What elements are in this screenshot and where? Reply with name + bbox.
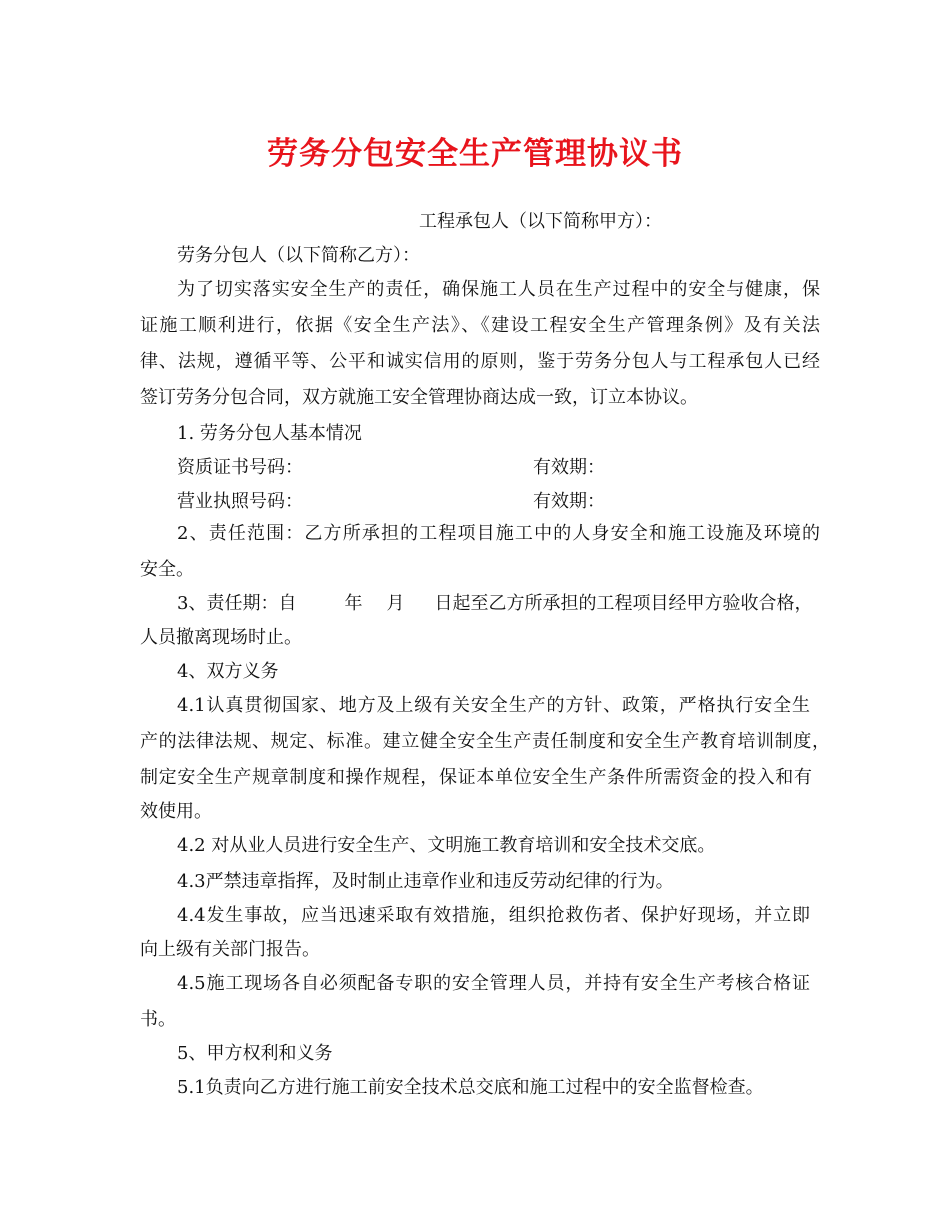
- section-4-1-line-2: 产的法律法规、规定、标准。建立健全安全生产责任制度和安全生产教育培训制度，: [140, 731, 830, 752]
- document-title: 劳务分包安全生产管理协议书: [267, 136, 683, 172]
- license-valid-label: 有效期：: [533, 491, 605, 512]
- section-4-1-line-4: 效使用。: [140, 801, 212, 822]
- intro-line-1: 为了切实落实安全生产的责任，确保施工人员在生产过程中的安全与健康，保: [177, 279, 820, 300]
- party-b-line: 劳务分包人（以下简称乙方）：: [177, 245, 420, 266]
- section-5-1: 5.1负责向乙方进行施工前安全技术总交底和施工过程中的安全监督检查。: [177, 1077, 764, 1098]
- qualification-cert-label: 资质证书号码：: [177, 457, 303, 478]
- section-4-2: 4.2 对从业人员进行安全生产、文明施工教育培训和安全技术交底。: [177, 835, 716, 856]
- section-4-1-line-1: 4.1认真贯彻国家、地方及上级有关安全生产的方针、政策，严格执行安全生: [177, 695, 810, 716]
- section-2-line-1: 2、责任范围：乙方所承担的工程项目施工中的人身安全和施工设施及环境的: [177, 523, 820, 544]
- section-3-line-2: 人员撤离现场时止。: [140, 627, 302, 648]
- section-4-4-line-1: 4.4发生事故，应当迅速采取有效措施，组织抢救伤者、保护好现场，并立即: [177, 905, 810, 926]
- section-4-5-line-1: 4.5施工现场各自必须配备专职的安全管理人员，并持有安全生产考核合格证: [177, 973, 810, 994]
- responsibility-period-suffix: 日起至乙方所承担的工程项目经甲方验收合格，: [434, 593, 813, 614]
- intro-line-4: 签订劳务分包合同，双方就施工安全管理协商达成一致，订立本协议。: [140, 387, 698, 408]
- month-label: 月: [386, 593, 405, 614]
- section-4-4-line-2: 向上级有关部门报告。: [140, 939, 320, 960]
- section-3-line-1: [177, 592, 857, 616]
- intro-line-2: 证施工顺利进行，依据《安全生产法》、《建设工程安全生产管理条例》及有关法: [140, 315, 820, 336]
- party-a-line: 工程承包人（以下简称甲方）：: [419, 211, 662, 232]
- section-1-heading: 1. 劳务分包人基本情况: [177, 423, 362, 444]
- section-4-3: 4.3严禁违章指挥，及时制止违章作业和违反劳动纪律的行为。: [177, 871, 674, 892]
- intro-line-3: 律、法规，遵循平等、公平和诚实信用的原则，鉴于劳务分包人与工程承包人已经: [140, 351, 820, 372]
- business-license-label: 营业执照号码：: [177, 491, 303, 512]
- section-5-heading: 5、甲方权利和义务: [177, 1043, 333, 1064]
- section-4-5-line-2: 书。: [140, 1009, 176, 1030]
- section-4-heading: 4、双方义务: [177, 661, 279, 682]
- qualification-valid-label: 有效期：: [533, 457, 605, 478]
- year-label: 年: [344, 593, 363, 614]
- section-2-line-2: 安全。: [140, 559, 194, 580]
- section-4-1-line-3: 制定安全生产规章制度和操作规程，保证本单位安全生产条件所需资金的投入和有: [140, 767, 812, 788]
- responsibility-period-prefix: 3、责任期：自: [177, 593, 297, 614]
